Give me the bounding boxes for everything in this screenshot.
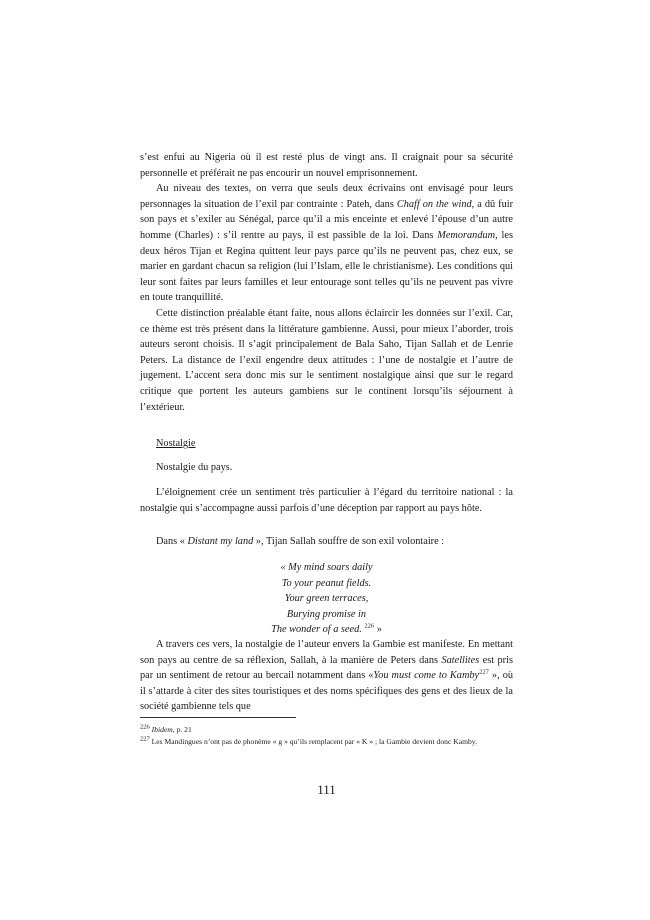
paragraph-poem-intro <box>140 534 513 550</box>
subheading-nostalgie-pays: Nostalgie du pays. <box>156 462 233 473</box>
body-text-upper <box>140 150 513 415</box>
paragraph-eloignement <box>140 485 513 516</box>
paragraph-text: », où il s’attarde à citer des sites touristiques et des noms spécifiques des gens et des lieux de la société gambienne tels que <box>140 670 514 713</box>
poem-title-kamby: You must come to Kamby <box>373 670 480 682</box>
paragraph-analysis <box>140 637 513 715</box>
paragraph-text: A travers ces vers, la nostalgie de l’auteur envers la Gambie est manifeste. En mettant son pays au centre de sa réflexion, Sallah, à la manière de Peters dans <box>140 639 513 666</box>
paragraph-exile-nigeria <box>140 150 513 181</box>
poem-line: Burying promise in <box>286 608 367 620</box>
poem-quote <box>140 560 513 638</box>
footnote-ibidem: Ibidem <box>151 725 173 734</box>
footnote-number: 227 <box>140 735 150 743</box>
paragraph-text: », Tijan Sallah souffre de son exil volontaire : <box>253 536 445 547</box>
heading-nostalgie: Nostalgie <box>156 438 196 449</box>
poem-line: « My mind soars daily <box>280 562 373 573</box>
footnote-ref-226: 226 <box>364 622 375 630</box>
paragraph-text: Dans « <box>156 536 188 547</box>
book-title-memorandum: Memorandum <box>437 229 496 241</box>
paragraph-text: , les deux héros Tijan et Regina quittent leur pays parce qu’ils ne peuvent pas, chez eux, se marier en gardant chacun sa religion (lui l’Islam, elle le christianisme). Les conditions qui leur sont faites par leurs familles et leur entourage sont telles qu’ils ne peuvent pas vivre en toute tranquillité. <box>140 229 513 304</box>
paragraph-text: , a dû fuir son pays et s’exiler au Sénégal, parce qu’il a mis enceinte et enlevé l’épouse d’un autre homme (Charles) : s’il rentre au pays, il est passible de la loi. Dans <box>140 198 514 241</box>
footnote-number: 226 <box>140 723 150 731</box>
poem-line: Your green terraces, <box>284 593 369 605</box>
paragraph-text: Cette distinction préalable étant faite, nous allons éclaircir les données sur l’exil. Car, ce thème est très présent dans la littérature gambienne. Aussi, pour mieux l’aborder, trois auteurs seront choisis. Il s’agit principalement de Bala Saho, Tijan Sallah et de Lenrie Peters. La distance de l’exil engendre deux attitudes : l’une de nostalgie et l’autre de jugement. L’accent sera donc mis sur le sentiment nostalgique ainsi que sur le regard critique que portent les auteurs gambiens sur le continent lorsqu’ils séjournent à l’extérieur. <box>140 307 513 413</box>
footnote-separator <box>140 717 296 718</box>
paragraph-text: est pris par un sentiment de retour au bercail notamment dans « <box>140 654 513 682</box>
footnote-ref-227: 227 <box>479 668 489 676</box>
book-title-satellites: Satellites <box>441 654 480 666</box>
footnote-text: Les Mandingues n’ont pas de phonème « g » qu’ils remplacent par « K » ; la Gambie devient donc Kamby. <box>149 737 477 746</box>
page-number: 111 <box>317 782 336 797</box>
book-title-chaff: Chaff on the wind <box>396 198 472 210</box>
footnote-text: , p. 21 <box>172 725 192 734</box>
footnote-227 <box>140 736 513 748</box>
poem-line-last <box>140 622 513 638</box>
paragraph-text: L’éloignement crée un sentiment très particulier à l’égard du territoire national : la nostalgie qui s’accompagne aussi parfois d’une déception par rapport au pays hôte. <box>140 487 513 514</box>
paragraph-texts-exile <box>140 181 513 306</box>
section-heading <box>140 436 513 452</box>
footnote-226 <box>140 724 513 736</box>
poem-line: To your peanut fields. <box>281 577 372 589</box>
poem-title: Distant my land <box>187 536 254 547</box>
poem-close-quote: » <box>374 624 382 636</box>
paragraph-text: s’est enfui au Nigeria où il est resté plus de vingt ans. Il craignait pour sa sécurité personnelle et préférait ne pas encourir un nouvel emprisonnement. <box>140 152 513 179</box>
paragraph-text: Au niveau des textes, on verra que seuls deux écrivains ont envisagé pour leurs personnages la situation de l’exil par contrainte : Pateh, dans <box>140 183 513 210</box>
section-subheading <box>140 460 513 476</box>
poem-line-text: The wonder of a seed. <box>271 624 362 636</box>
paragraph-distinction <box>140 306 513 415</box>
footnotes <box>140 724 513 748</box>
